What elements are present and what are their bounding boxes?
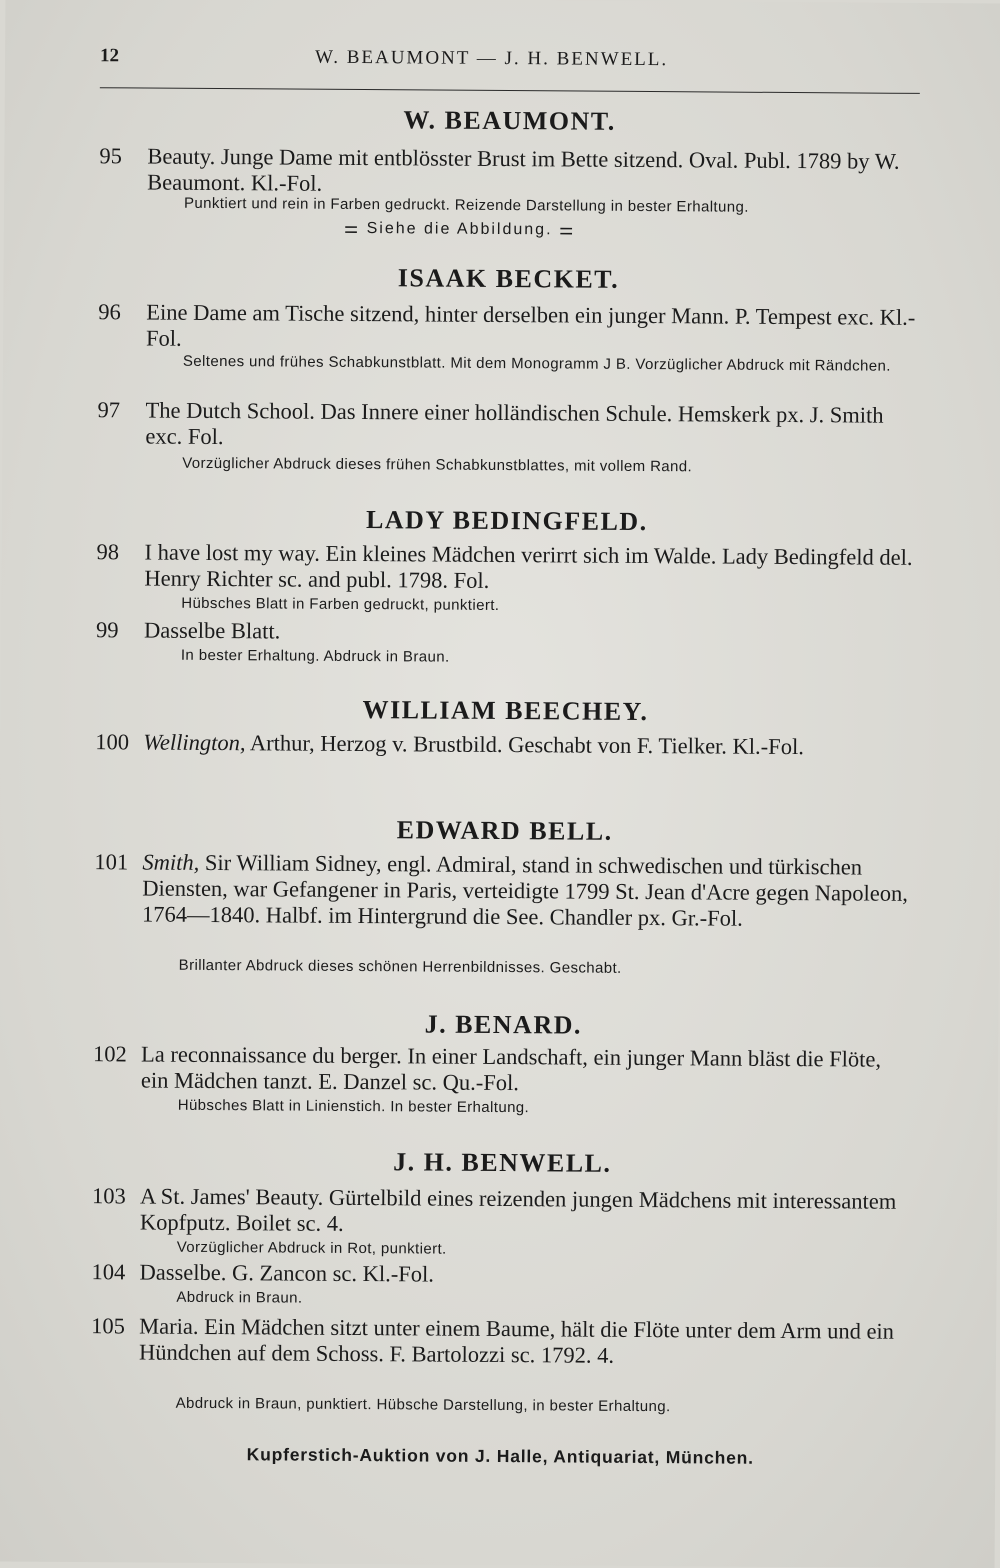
entry-note: Vorzüglicher Abdruck dieses frühen Schabkunstblattes, mit vollem Rand. [182,454,693,476]
section-title-bedingfeld: LADY BEDINGFELD. [365,505,648,537]
portrait-name: Smith, [142,849,200,875]
entry-note: Seltenes und frühes Schabkunstblatt. Mit dem Monogramm J B. Vorzüglicher Abdruck mit Rändchen. [182,352,891,375]
catalog-footer: Kupferstich-Auktion von J. Halle, Antiquariat, München. [246,1444,754,1468]
see-illustration-note: ⚌ Siehe die Abbildung. ⚌ [343,219,576,239]
entry-text: Eine Dame am Tische sitzend, hinter derselben ein junger Mann. P. Tempest exc. Kl.-Fol. [146,299,916,351]
entry-105 [91,1313,911,1368]
entry-99 [95,617,916,644]
section-title-bell: EDWARD BELL. [396,815,613,846]
entry-number: 103 [92,1183,126,1209]
entry-number: 99 [95,617,119,643]
page-header [100,41,920,94]
entry-98 [96,539,917,593]
entry-97 [97,397,918,450]
section-title-beaumont: W. BEAUMONT. [403,105,616,136]
entry-text: Beauty. Junge Dame mit entblösster Brust im Bette sitzend. Oval. Publ. 1789 by W. Beaumont. Kl.-Fol. [147,143,900,196]
entry-note: Hübsches Blatt in Linienstich. In bester Erhaltung. [177,1096,530,1117]
entry-text: A St. James' Beauty. Gürtelbild eines reizenden jungen Mädchens mit interessantem Kopfputz. Boilet sc. 4. [139,1183,897,1236]
entry-text: I have lost my way. Ein kleines Mädchen verirrt sich im Walde. Lady Bedingfeld del. Henry Richter sc. and publ. 1798. Fol. [144,539,913,593]
entry-text: Dasselbe Blatt. [143,617,281,644]
entry-note: Punktiert und rein in Farben gedruckt. Reizende Darstellung in bester Erhaltung. [183,194,749,216]
entry-note: Abdruck in Braun. [176,1288,303,1307]
running-head: W. BEAUMONT — J. H. BENWELL. [314,46,669,71]
entry-text: La reconnaissance du berger. In einer Landschaft, ein junger Mann bläst die Flöte, ein Mädchen tanzt. E. Danzel sc. Qu.-Fol. [140,1041,882,1096]
entry-number: 104 [91,1259,126,1285]
section-title-benwell: J. H. BENWELL. [393,1147,612,1178]
entry-number: 102 [93,1041,127,1067]
entry-number: 97 [97,397,121,423]
entry-number: 105 [91,1313,126,1339]
entry-101 [94,849,915,931]
entry-number: 96 [98,299,121,325]
entry-100 [95,729,915,760]
entry-note: In bester Erhaltung. Abdruck in Braun. [180,646,450,666]
entry-text: Arthur, Herzog v. Brustbild. Geschabt von F. Tielker. Kl.-Fol. [245,730,804,760]
entry-95 [99,143,919,196]
entry-103 [92,1183,912,1236]
entry-text: Maria. Ein Mädchen sitzt unter einem Baume, hält die Flöte unter dem Arm und ein Hündchen auf dem Schoss. F. Bartolozzi sc. 1792. 4. [138,1313,895,1368]
entry-text: Dasselbe. G. Zancon sc. Kl.-Fol. [139,1259,434,1287]
entry-text: The Dutch School. Das Innere einer holländischen Schule. Hemskerk px. J. Smith exc. Fol. [145,397,884,450]
page-number: 12 [99,45,120,67]
section-title-beechey: WILLIAM BEECHEY. [362,695,649,727]
section-title-becket: ISAAK BECKET. [397,263,620,294]
entry-text: Sir William Sidney, engl. Admiral, stand in schwedischen und türkischen Diensten, war Gefangener in Paris, verteidigte 1799 St. Jean d'Acre gegen Napoleon, 1764—1840. Halbf. im Hintergrund die See. Chandler px. Gr.-Fol. [141,849,909,931]
portrait-name: Wellington, [143,729,246,756]
section-title-benard: J. BENARD. [424,1009,583,1040]
entry-number: 95 [99,143,122,169]
entry-number: 100 [95,729,130,755]
entry-number: 98 [96,539,120,565]
entry-note: Brillanter Abdruck dieses schönen Herrenbildnisses. Geschabt. [178,956,622,977]
entry-note: Abdruck in Braun, punktiert. Hübsche Darstellung, in bester Erhaltung. [175,1394,671,1416]
entry-note: Vorzüglicher Abdruck in Rot, punktiert. [176,1238,447,1258]
entry-96 [98,299,918,351]
entry-number: 101 [94,849,129,875]
entry-note: Hübsches Blatt in Farben gedruckt, punktiert. [181,594,500,614]
